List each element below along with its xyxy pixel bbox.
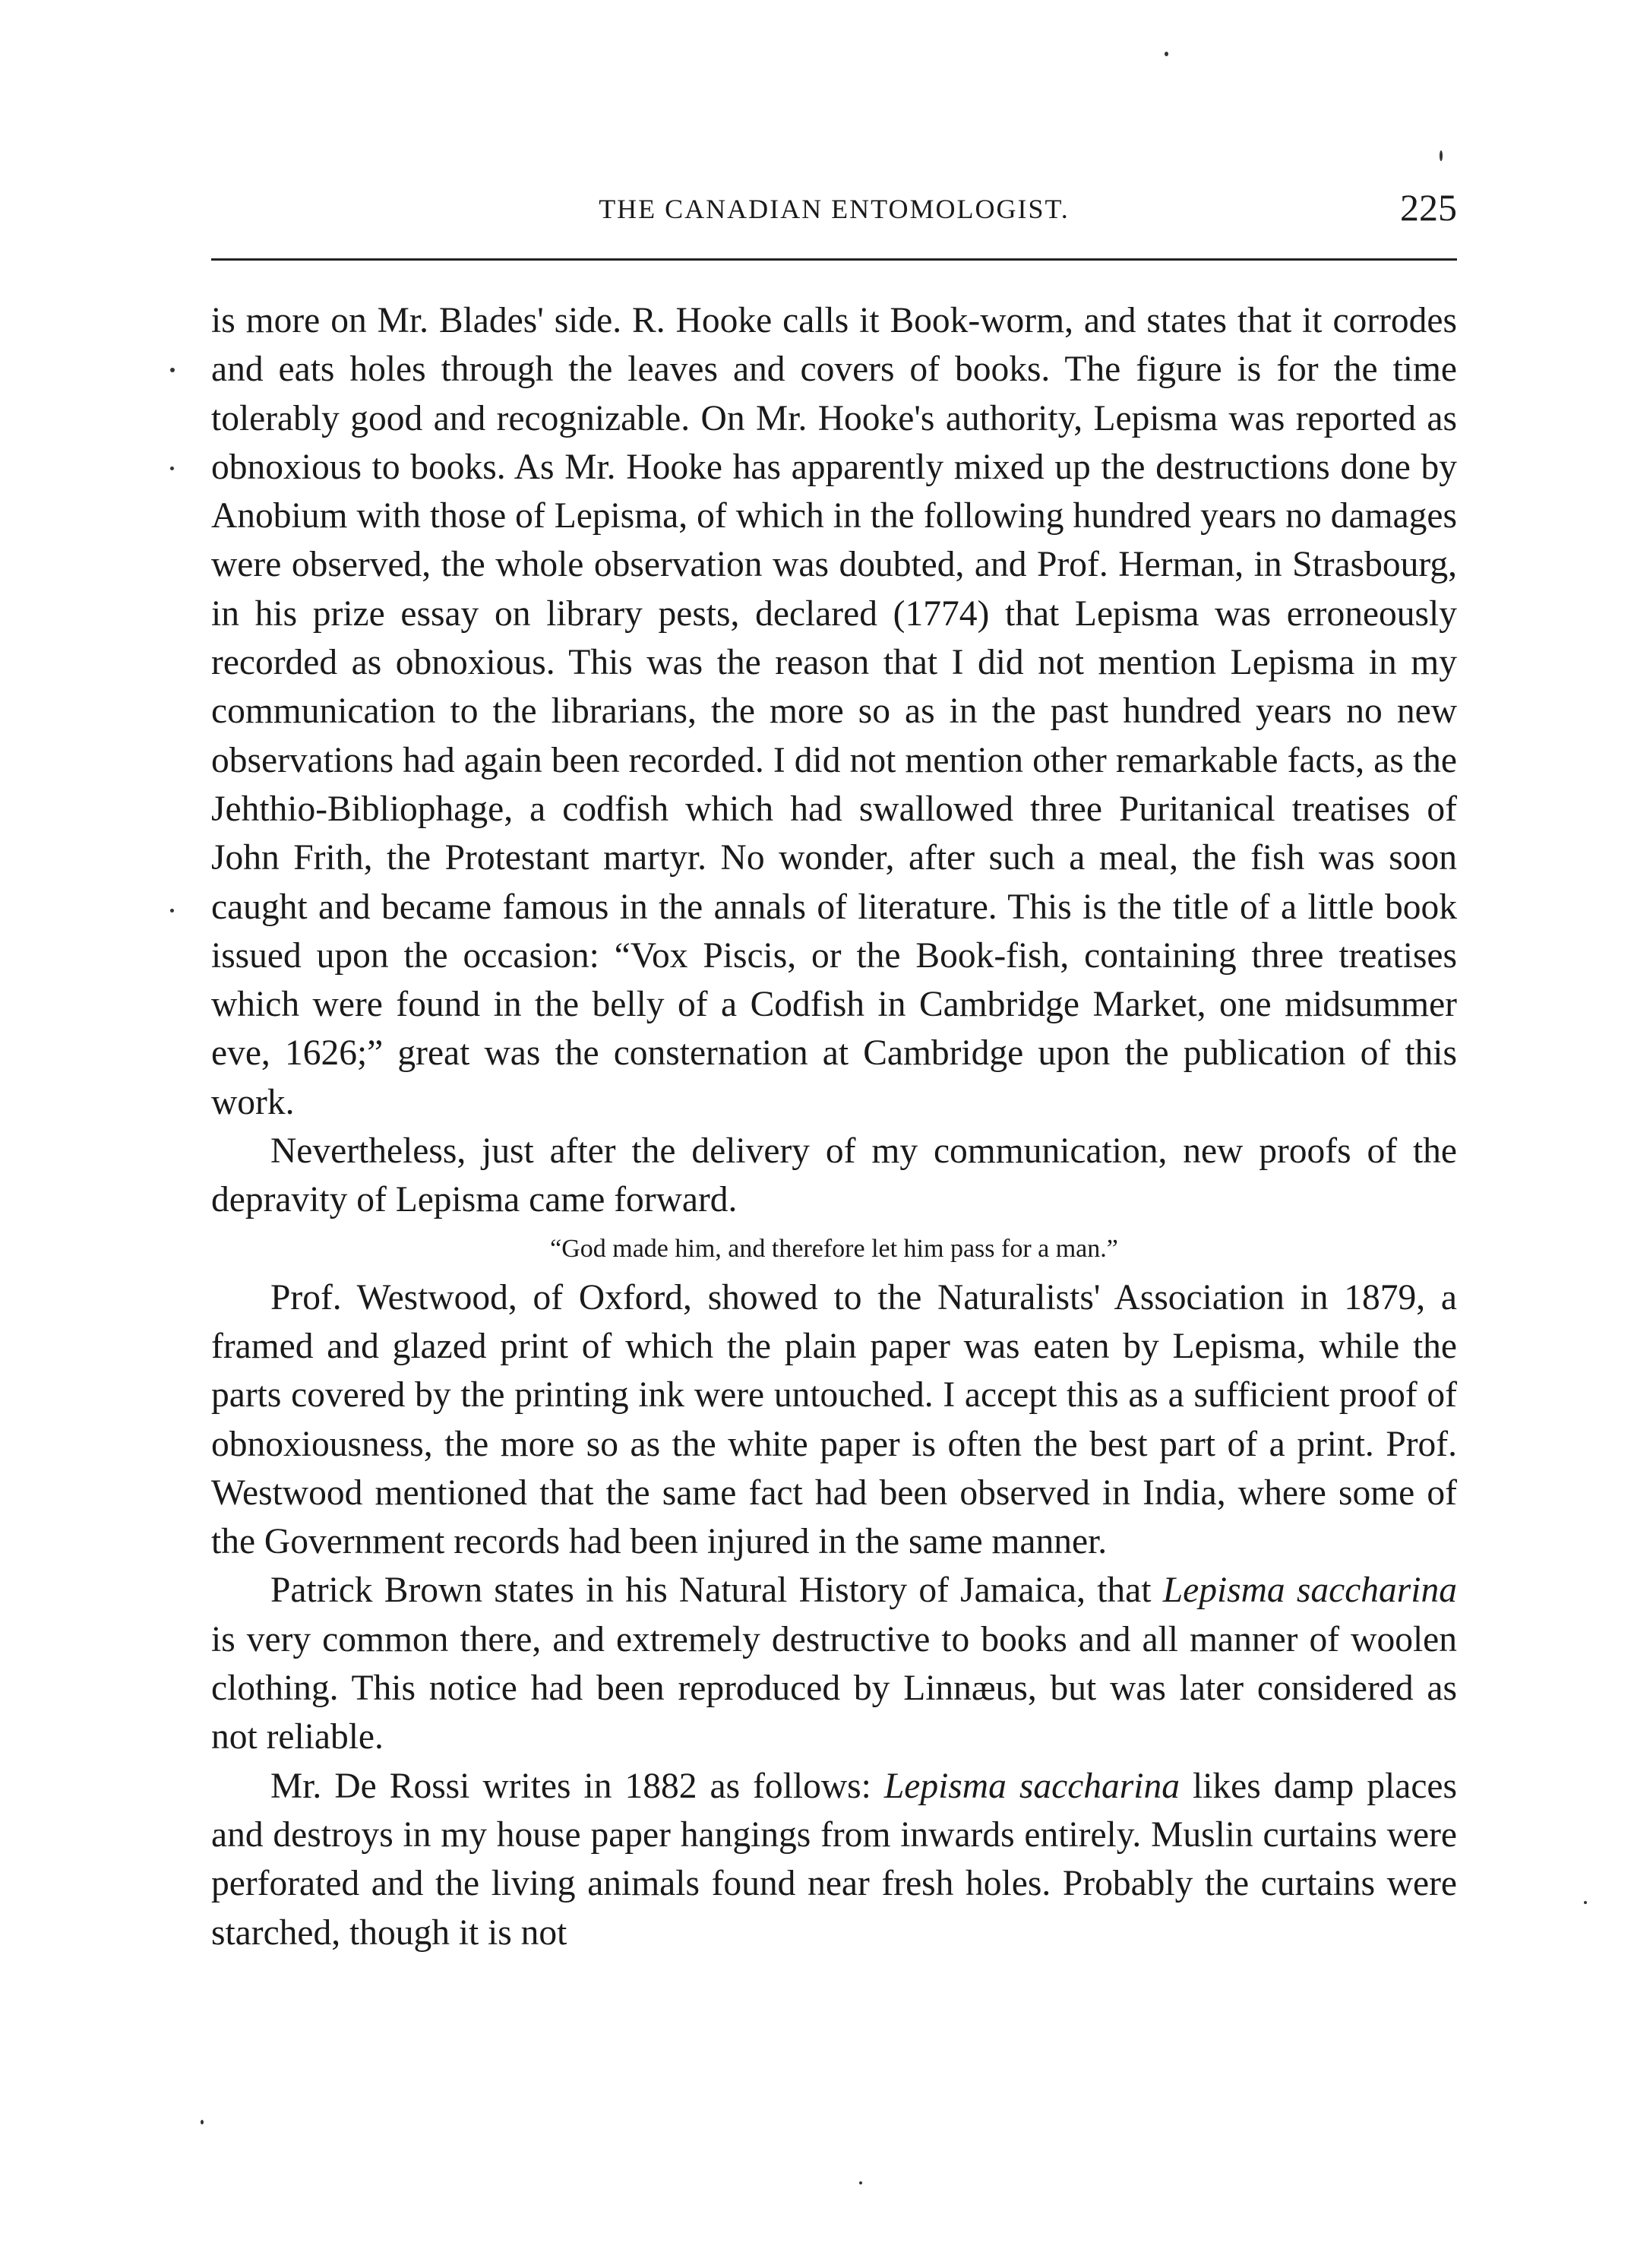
paragraph-5-text-a: Mr. De Rossi writes in 1882 as follows: [270, 1766, 884, 1806]
paragraph-4-text-a: Patrick Brown states in his Natural History of Jamaica, that [270, 1571, 1163, 1611]
scan-speck [1584, 1901, 1587, 1904]
scan-speck [201, 2120, 204, 2124]
paragraph-3: Prof. Westwood, of Oxford, showed to the Naturalists' Association in 1879, a framed and glazed print of which the plain paper was eaten by Lepisma, while the parts covered by the printing ink were untouched. I accept this as a sufficient proof of obnoxiousness, the more so as the white paper is often the best part of a print. Prof. Westwood mentioned that the same fact had been observed in India, where some of the Government records had been injured in the same manner. [211, 1277, 1457, 1562]
article-body [211, 296, 1457, 1957]
scan-speck [170, 467, 174, 470]
paragraph-4-text-b: is very common there, and extremely destructive to books and all manner of woolen clothing. This notice had been reproduced by Linnæus, but was later considered as not reliable. [211, 1619, 1457, 1757]
paragraph-4 [211, 1566, 1457, 1761]
scan-speck [1440, 150, 1443, 161]
epigraph-quote: “God made him, and therefore let him pass for a man.” [550, 1234, 1118, 1263]
scan-speck [170, 909, 174, 913]
running-head [211, 179, 1457, 240]
scan-speck [859, 2181, 862, 2184]
scan-speck [170, 368, 175, 372]
paragraph-5 [211, 1762, 1457, 1957]
header-rule [211, 258, 1457, 261]
species-name: Lepisma saccharina [1162, 1571, 1457, 1611]
paragraph-1: is more on Mr. Blades' side. R. Hooke calls it Book-worm, and states that it corrodes and eats holes through the leaves and covers of books. The figure is for the time tolerably good and recognizable. On Mr. Hooke's authority, Lepisma was reported as obnoxious to books. As Mr. Hooke has apparently mixed up the destructions done by Anobium with those of Lepisma, of which in the following hundred years no damages were observed, the whole observation was doubted, and Prof. Herman, in Strasbourg, in his prize essay on library pests, declared (1774) that Lepisma was erroneously recorded as obnoxious. This was the reason that I did not mention Lepisma in my communication to the librarians, the more so as in the past hundred years no new observations had again been recorded. I did not mention other remarkable facts, as the Jehthio-Bibliophage, a codfish which had swallowed three Puritanical treatises of John Frith, the Protestant martyr. No wonder, after such a meal, the fish was soon caught and became famous in the annals of literature. This is the title of a little book issued upon the occasion: “Vox Piscis, or the Book-fish, containing three treatises which were found in the belly of a Codfish in Cambridge Market, one midsummer eve, 1626;” great was the consternation at Cambridge upon the publication of this work. [211, 301, 1457, 1122]
journal-title: THE CANADIAN ENTOMOLOGIST. [599, 194, 1070, 224]
paragraph-2: Nevertheless, just after the delivery of my communication, new proofs of the depravity of Lepisma came forward. [211, 1131, 1457, 1220]
page-number: 225 [1400, 186, 1457, 229]
scan-speck [1165, 52, 1168, 56]
species-name: Lepisma saccharina [883, 1766, 1180, 1806]
paragraph-5-text-b: likes damp places and destroys in my house paper hangings from inwards entirely. Muslin curtains were perforated and the living animals found near fresh holes. Probably the curtains were starched, though it is not [211, 1766, 1457, 1953]
